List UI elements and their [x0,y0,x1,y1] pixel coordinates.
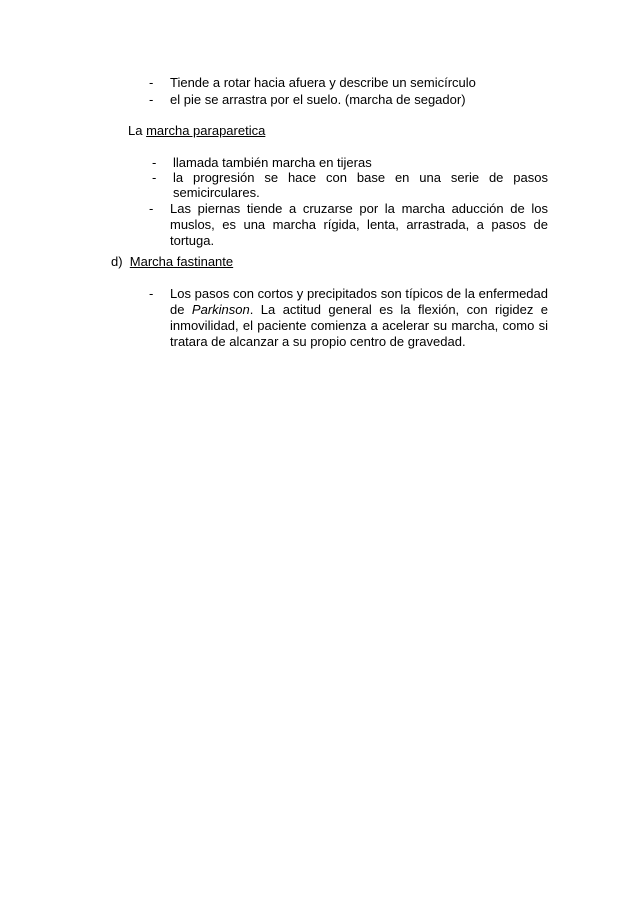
heading-prefix: La [128,123,143,138]
heading-title: marcha paraparetica [146,123,266,138]
paragraph-line: inmovilidad, el paciente comienza a acelerar su marcha, como si [170,318,548,333]
list-item: Tiende a rotar hacia afuera y describe un semicírculo [170,75,476,90]
list-dash: - [149,201,154,216]
list-item-line: Las piernas tiende a cruzarse por la marcha aducción de los [170,201,548,216]
heading-title: Marcha fastinante [129,254,234,269]
paragraph-line: tratara de alcanzar a su propio centro de gravedad. [170,334,466,349]
list-item-line: muslos, es una marcha rígida, lenta, arrastrada, a pasos de [170,217,548,232]
list-item-line: tortuga. [170,233,215,248]
paragraph-line: Los pasos con cortos y precipitados son típicos de la enfermedad [170,286,548,301]
italic-term: Parkinson [191,302,250,317]
section-heading-fastinante [111,254,233,270]
list-item-line: semicirculares. [173,185,260,200]
paragraph-line [170,302,548,318]
list-dash: - [149,75,154,90]
list-dash: - [149,92,154,107]
section-heading-paraparetica [128,123,265,139]
heading-letter: d) [111,254,123,269]
list-dash: - [152,170,157,185]
list-dash: - [149,286,154,301]
list-item: llamada también marcha en tijeras [173,155,372,170]
text-run: . La actitud general es la flexión, con rigidez e [249,302,548,317]
text-run: de [170,302,185,317]
list-item-line: la progresión se hace con base en una serie de pasos [173,170,548,185]
list-dash: - [152,155,157,170]
list-item: el pie se arrastra por el suelo. (marcha de segador) [170,92,466,107]
